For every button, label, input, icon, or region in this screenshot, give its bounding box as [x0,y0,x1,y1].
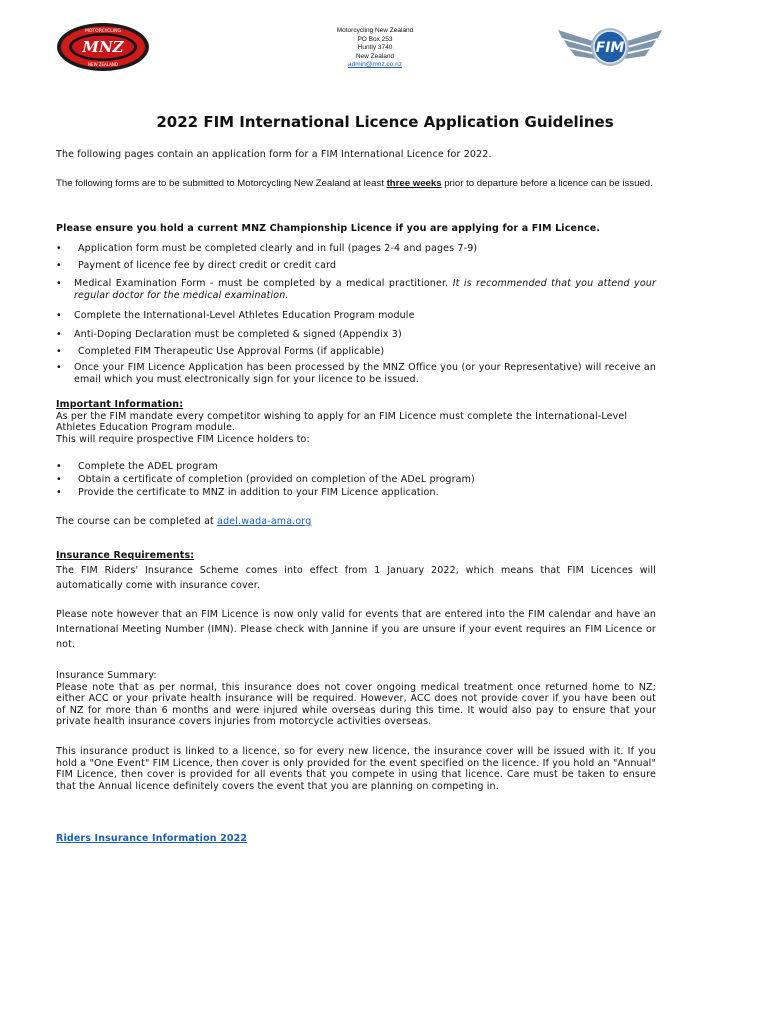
ensure-notice: Please ensure you hold a current MNZ Championship Licence if you are applying for a FIM Licence. [56,223,601,234]
submission-text-end: prior to departure before a licence can be issued. [441,178,653,189]
riders-insurance-link[interactable]: Riders Insurance Information 2022 [56,833,248,844]
insurance-heading: Insurance Requirements: [56,550,195,561]
medical-recommendation: It is recommended that you attend your regular doctor for the medical examination. [74,278,657,301]
address-line: Motorcycling New Zealand [336,27,414,34]
important-heading: Important Information: [56,399,184,410]
summary-body: Please note that as per normal, this insurance does not cover ongoing medical treatment once returned home to NZ; either ACC or your private health insurance will be required. However, ACC does not provide cover if you have been out of NZ for more than 6 months and were injured while overseas during this time. It would also pay to ensure that your private health insurance covers injuries from motorcycle activities overseas. [56,681,656,727]
riders-insurance-paragraph [56,833,656,846]
page-title: 2022 FIM International Licence Application Guidelines [156,113,614,131]
important-require: This will require prospective FIM Licence holders to: [56,433,310,445]
svg-text:FIM: FIM [595,40,625,56]
insurance-paragraph: The FIM Riders' Insurance Scheme comes into effect from 1 January 2022, which means that FIM Licences will automatically come with insurance cover. [56,565,656,591]
summary-heading: Insurance Summary: [56,670,157,681]
address-line: Huntly 3740 [357,44,393,52]
submission-text: The following forms are to be submitted to Motorcycling New Zealand at least [56,178,387,189]
important-section [56,399,656,445]
address-line: PO Box 253 [357,35,393,43]
address-block [300,27,450,70]
address-line: New Zealand [355,52,395,60]
product-paragraph: This insurance product is linked to a licence, so for every new licence, the insurance cover will be issued with it. If you hold a "One Event" FIM Licence, then cover is only provided for the event specified on the licence. If you hold an "Annual" FIM Licence, then cover is provided for all events that you compete in using that licence. Care must be taken to ensure that the Annual licence definitely covers the event that you are planning on competing in. [56,746,656,792]
mnz-logo [56,22,150,72]
fim-logo [556,20,664,74]
course-paragraph: The course can be completed at adel.wada-ama.org [56,516,312,527]
svg-text:MOTORCYCLING: MOTORCYCLING [84,29,122,34]
three-weeks-emphasis: three weeks [386,178,442,189]
insurance-section [56,548,656,593]
summary-section [56,670,656,728]
email-link[interactable]: admin@mnz.co.nz [348,61,402,69]
submission-paragraph [56,176,656,191]
svg-text:MNZ: MNZ [82,38,124,56]
intro-paragraph: The following pages contain an application form for a FIM International Licence for 2022. [56,149,492,160]
insurance-imn-paragraph: Please note however that an FIM Licence is now only valid for events that are entered into the FIM calendar and have an International Meeting Number (IMN). Please check with Jannine if you are unsure if your event requires an FIM Licence or not. [56,609,656,650]
important-body: As per the FIM mandate every competitor wishing to apply for an FIM Licence must complete the International-Level Athletes Education Program module. [56,410,628,433]
adel-link[interactable]: adel.wada-ama.org [217,516,312,527]
svg-text:NEW ZEALAND: NEW ZEALAND [88,62,118,67]
